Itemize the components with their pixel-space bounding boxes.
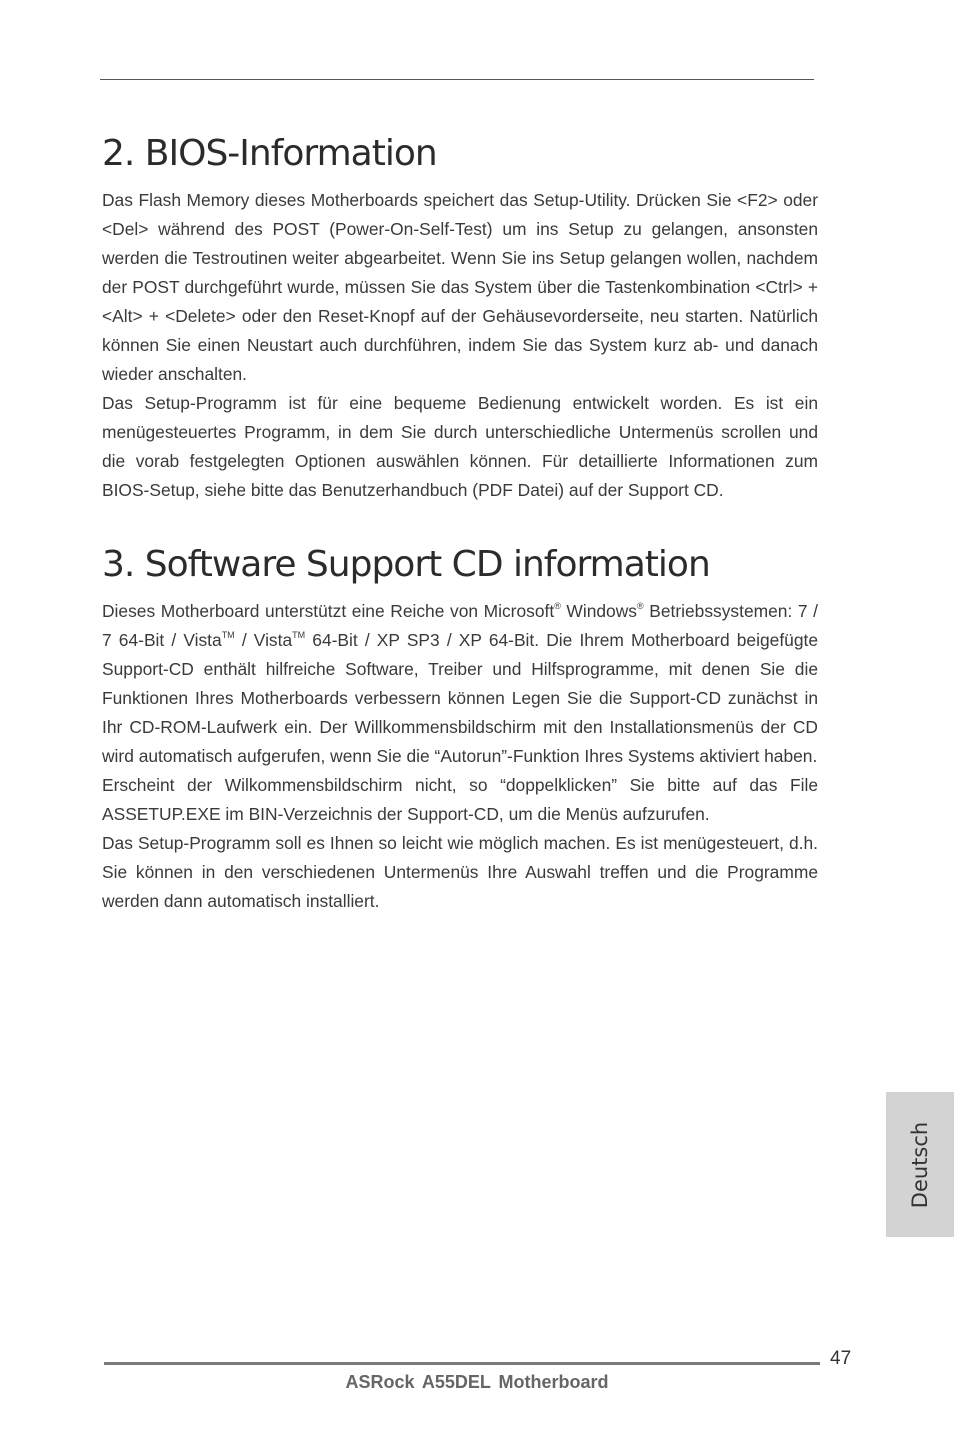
registered-mark: ® xyxy=(636,601,644,612)
intro-text-2: Windows xyxy=(560,601,637,621)
intro-text-4: / Vista xyxy=(234,630,293,650)
intro-text-1: Dieses Motherboard unterstützt eine Reiche von Microsoft xyxy=(102,601,555,621)
software-cd-paragraph-3: Das Setup-Programm soll es Ihnen so leicht wie möglich machen. Es ist menügesteuert, d.h. Sie können in den verschiedenen Untermenüs Ihre Auswahl treffen und die Programme werden dann automatisch installiert. xyxy=(102,833,818,911)
software-cd-paragraph-2: Erscheint der Wilkommensbildschirm nicht, so “doppelklicken” Sie bitte auf das File ASSETUP.EXE im BIN-Verzeichnis der Support-CD, um die Menüs aufzurufen. xyxy=(102,775,818,824)
trademark-mark: TM xyxy=(292,630,306,641)
top-rule xyxy=(100,79,814,80)
registered-mark: ® xyxy=(554,601,561,612)
footer-title: ASRock A55DEL Motherboard xyxy=(345,1372,609,1392)
bios-paragraph-2: Das Setup-Programm ist für eine bequeme Bedienung entwickelt worden. Es ist ein menügesteuertes Programm, in dem Sie durch unterschiedliche Untermenüs scrollen und die vorab festgelegten Optionen auswählen können. Für detaillierte Informationen zum BIOS-Setup, siehe bitte das Benutzerhandbuch (PDF Datei) auf der Support CD. xyxy=(102,393,818,500)
page-content xyxy=(102,128,818,916)
trademark-mark: TM xyxy=(221,630,235,641)
section-heading-software-cd: 3. Software Support CD information xyxy=(102,544,710,585)
bios-paragraph-1: Das Flash Memory dieses Motherboards speichert das Setup-Utility. Drücken Sie <F2> oder <Del> während des POST (Power-On-Self-Test) um ins Setup zu gelangen, ansonsten werden die Testroutinen weiter abgearbeitet. Wenn Sie ins Setup gelangen wollen, nachdem der POST durchgeführt wurde, müssen Sie das System über die Tastenkombination <Ctrl> + <Alt> + <Delete> oder den Reset-Knopf auf der Gehäusevorderseite, neu starten. Natürlich können Sie einen Neustart auch durchführen, indem Sie das System kurz ab- und danach wieder anschalten. xyxy=(102,190,818,384)
footer-rule xyxy=(104,1362,820,1365)
intro-text-3: Betriebssystemen: 7 / 7 64-Bit / Vista xyxy=(102,601,818,650)
intro-text-5: 64-Bit / XP SP3 / XP 64-Bit. Die Ihrem Motherboard beigefügte Support-CD enthält hilfreiche Software, Treiber und Hilfsprogramme, mit denen Sie die Funktionen Ihres Motherboards verbessern können Legen Sie die Support-CD zunächst in Ihr CD-ROM-Laufwerk ein. Der Willkommensbildschirm mit den Installationsmenüs der CD wird automatisch aufgerufen, wenn Sie die “Autorun”-Funktion Ihres Systems aktiviert haben. xyxy=(102,630,818,766)
page-number: 47 xyxy=(830,1348,852,1369)
software-cd-paragraph-1 xyxy=(102,597,818,771)
language-tab xyxy=(886,1092,954,1237)
section-heading-bios: 2. BIOS-Information xyxy=(102,133,437,174)
language-tab-label: Deutsch xyxy=(908,1121,932,1208)
